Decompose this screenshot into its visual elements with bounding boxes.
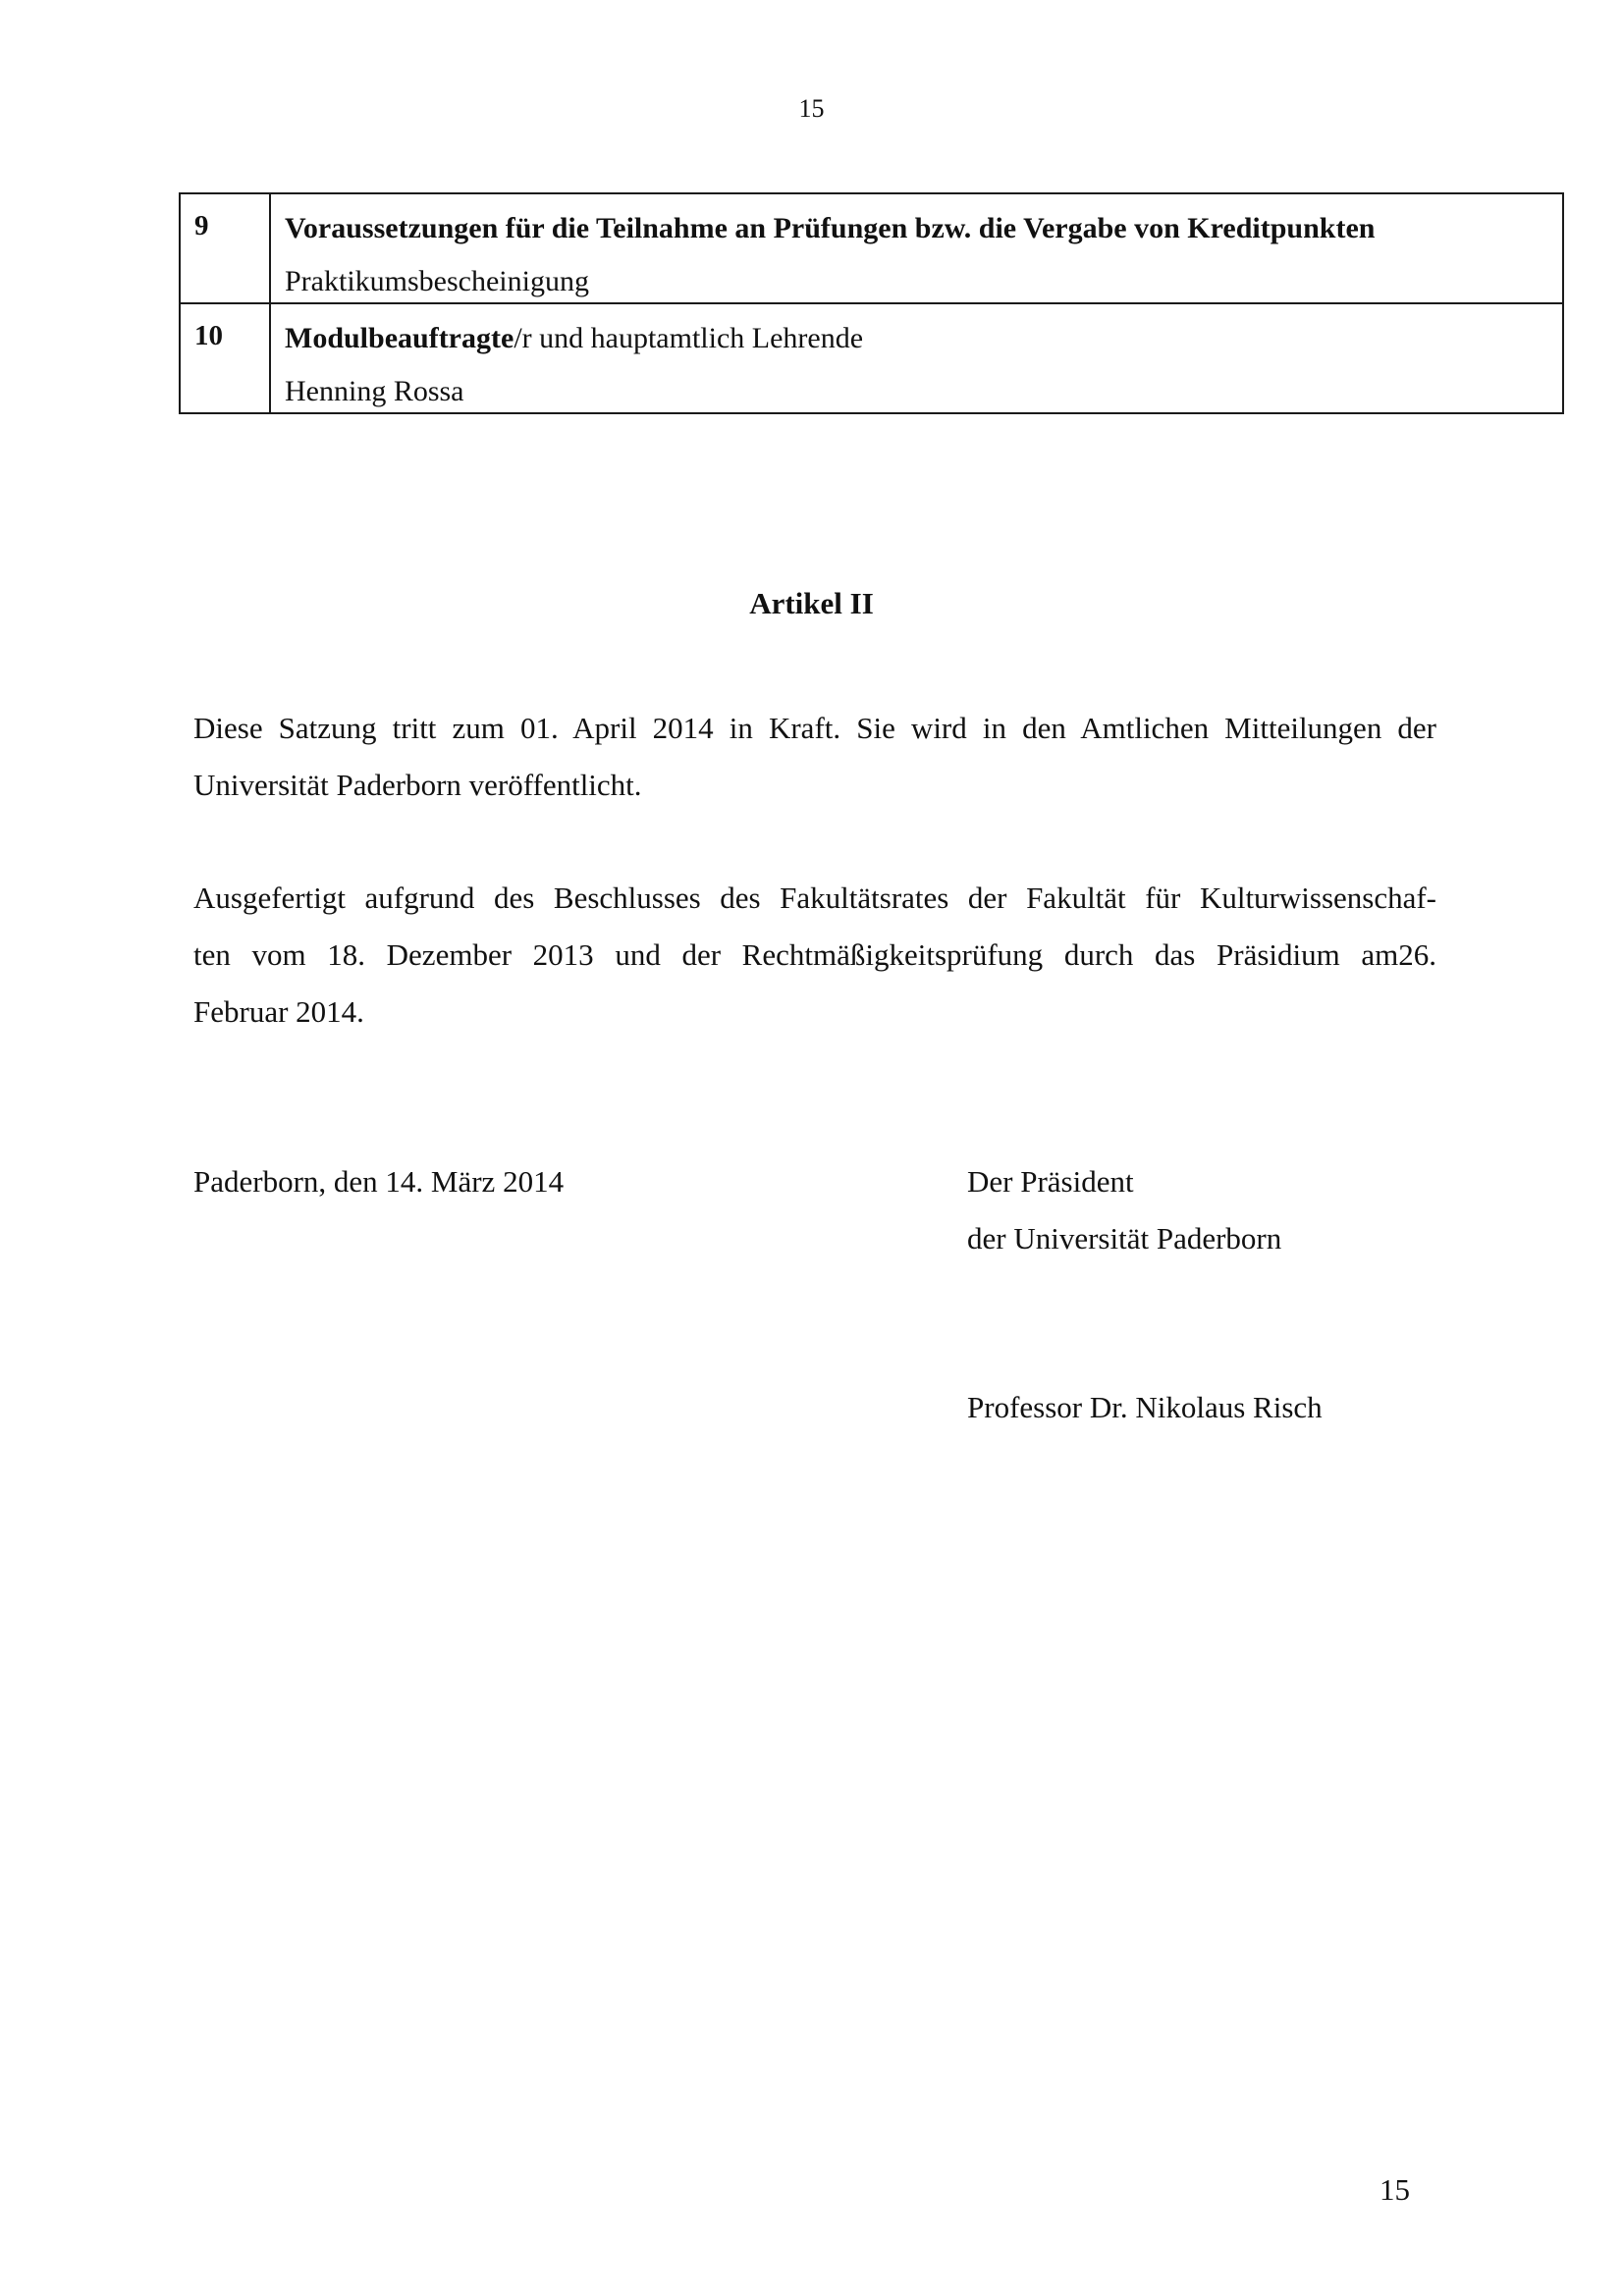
row-title-bold: Modulbeauftragte — [285, 322, 514, 354]
paragraph-2-line-3: Februar 2014. — [193, 994, 364, 1029]
row-number: 10 — [180, 303, 270, 413]
signature-place-date: Paderborn, den 14. März 2014 — [193, 1164, 565, 1199]
row-title-rest: /r und hauptamtlich Lehrende — [514, 322, 864, 354]
row-number: 9 — [180, 193, 270, 303]
row-title-bold: Voraussetzungen für die Teilnahme an Prüfungen bzw. die Vergabe von Kreditpunkten — [285, 212, 1376, 244]
row-title — [285, 211, 1548, 246]
row-value: Praktikumsbescheinigung — [285, 265, 589, 297]
row-value: Henning Rossa — [285, 375, 464, 407]
signature-title-line-2: der Universität Paderborn — [967, 1221, 1282, 1255]
signature-name: Professor Dr. Nikolaus Risch — [967, 1390, 1323, 1424]
article-paragraph-1: Diese Satzung tritt zum 01. April 2014 in Kraft. Sie wird in den Amtlichen Mitteilungen der Universität Paderborn veröffentlicht. — [193, 711, 1436, 802]
row-content — [270, 193, 1563, 303]
module-table — [179, 192, 1564, 414]
article-heading: Artikel II — [749, 586, 874, 620]
signature-title — [967, 1153, 1281, 1267]
paragraph-2-line-2: ten vom 18. Dezember 2013 und der Rechtmäßigkeitsprüfung durch das Präsidium am26. — [193, 937, 1436, 972]
article-paragraph-2 — [193, 870, 1436, 1041]
page-number-top: 15 — [798, 94, 825, 123]
table-row — [180, 303, 1563, 413]
page-number-bottom: 15 — [1380, 2172, 1410, 2207]
paragraph-2-line-1: Ausgefertigt aufgrund des Beschlusses des Fakultätsrates der Fakultät für Kulturwissenschaf- — [193, 881, 1436, 915]
row-content — [270, 303, 1563, 413]
table-row — [180, 193, 1563, 303]
row-title — [285, 321, 1548, 356]
signature-title-line-1: Der Präsident — [967, 1164, 1134, 1199]
